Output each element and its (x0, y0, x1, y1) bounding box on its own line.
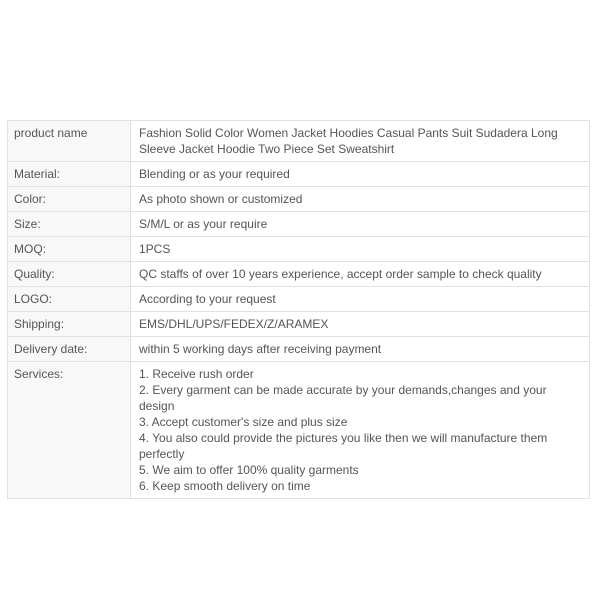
row-label: Quality: (8, 262, 131, 287)
row-value: S/M/L or as your require (131, 212, 590, 237)
spec-row-delivery-date (8, 337, 590, 362)
service-line: 2. Every garment can be made accurate by your demands,changes and your design (139, 383, 547, 413)
service-line: 5. We aim to offer 100% quality garments (139, 463, 359, 477)
row-label: Shipping: (8, 312, 131, 337)
row-value: According to your request (131, 287, 590, 312)
service-line: 1. Receive rush order (139, 367, 254, 381)
spec-row-shipping (8, 312, 590, 337)
spec-row-logo (8, 287, 590, 312)
spec-row-moq (8, 237, 590, 262)
spec-row-material (8, 162, 590, 187)
row-value: As photo shown or customized (131, 187, 590, 212)
service-line: 4. You also could provide the pictures you like then we will manufacture them perfectly (139, 431, 548, 461)
row-value: Fashion Solid Color Women Jacket Hoodies Casual Pants Suit Sudadera Long Sleeve Jacket Hoodie Two Piece Set Sweatshirt (131, 121, 590, 162)
spec-row-quality (8, 262, 590, 287)
row-label: Delivery date: (8, 337, 131, 362)
row-value: QC staffs of over 10 years experience, accept order sample to check quality (131, 262, 590, 287)
row-label: Material: (8, 162, 131, 187)
row-label: MOQ: (8, 237, 131, 262)
row-label: Services: (8, 362, 131, 499)
row-value: Blending or as your required (131, 162, 590, 187)
spec-row-product-name (8, 121, 590, 162)
row-value (131, 362, 590, 499)
row-value: within 5 working days after receiving payment (131, 337, 590, 362)
spec-row-color (8, 187, 590, 212)
row-label: LOGO: (8, 287, 131, 312)
product-spec-table (7, 120, 590, 499)
row-label: Size: (8, 212, 131, 237)
row-value: 1PCS (131, 237, 590, 262)
spec-row-services (8, 362, 590, 499)
service-line: 6. Keep smooth delivery on time (139, 479, 311, 493)
row-label: Color: (8, 187, 131, 212)
row-value: EMS/DHL/UPS/FEDEX/Z/ARAMEX (131, 312, 590, 337)
spec-row-size (8, 212, 590, 237)
row-label: product name (8, 121, 131, 162)
service-line: 3. Accept customer's size and plus size (139, 415, 348, 429)
